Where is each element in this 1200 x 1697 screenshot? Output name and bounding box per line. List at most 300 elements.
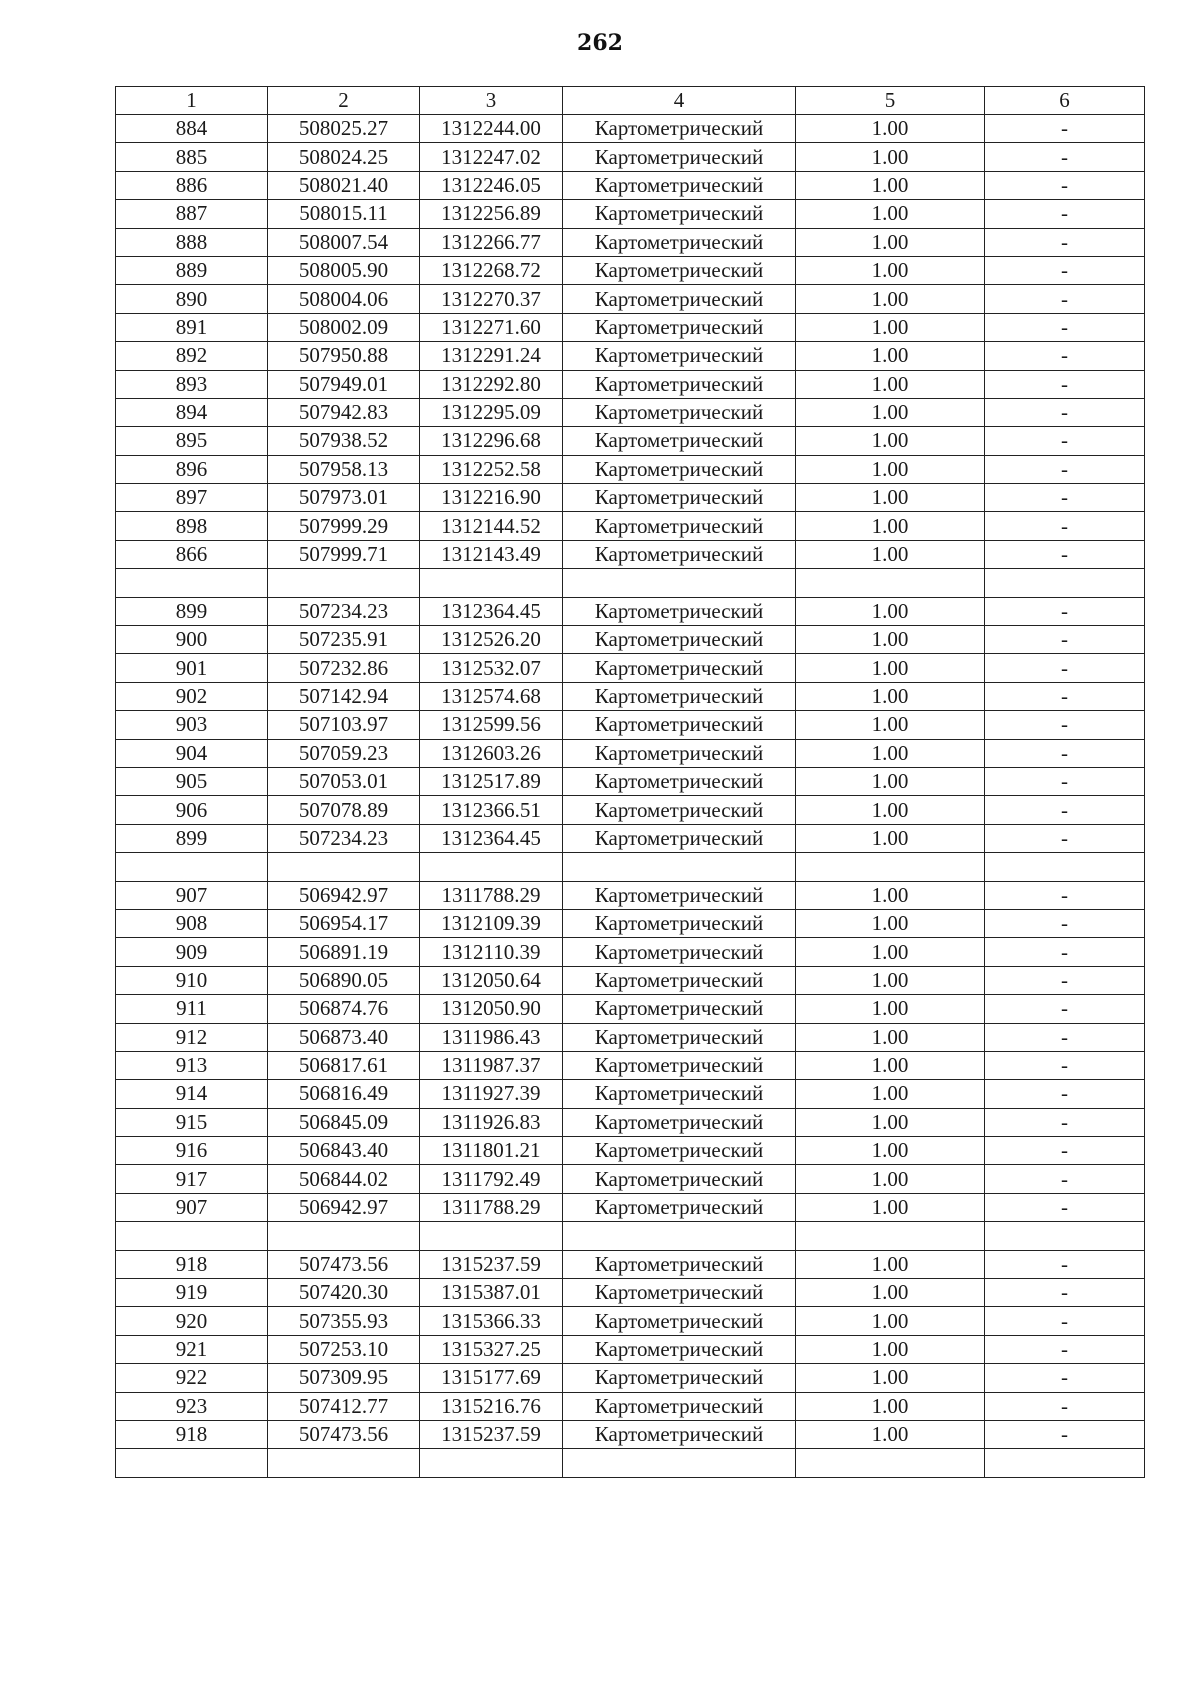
column-header: 1 (116, 87, 268, 115)
note-cell: - (985, 455, 1145, 483)
point-number-cell: 886 (116, 171, 268, 199)
y-coordinate-cell: 1311986.43 (420, 1023, 563, 1051)
note-cell: - (985, 995, 1145, 1023)
point-number-cell: 907 (116, 1193, 268, 1221)
method-cell: Картометрический (563, 1108, 796, 1136)
table-row (116, 256, 1145, 284)
x-coordinate-cell: 507103.97 (268, 711, 420, 739)
y-coordinate-cell: 1312526.20 (420, 626, 563, 654)
note-cell: - (985, 938, 1145, 966)
note-cell: - (985, 1108, 1145, 1136)
y-coordinate-cell: 1312532.07 (420, 654, 563, 682)
point-number-cell: 913 (116, 1051, 268, 1079)
accuracy-cell: 1.00 (796, 200, 985, 228)
note-cell: - (985, 228, 1145, 256)
note-cell: - (985, 512, 1145, 540)
note-cell: - (985, 200, 1145, 228)
y-coordinate-cell: 1312050.90 (420, 995, 563, 1023)
accuracy-cell: 1.00 (796, 540, 985, 568)
method-cell: Картометрический (563, 938, 796, 966)
point-number-cell: 910 (116, 966, 268, 994)
note-cell: - (985, 143, 1145, 171)
x-coordinate-cell: 506942.97 (268, 1193, 420, 1221)
note-cell: - (985, 767, 1145, 795)
x-coordinate-cell: 508005.90 (268, 256, 420, 284)
note-cell: - (985, 1392, 1145, 1420)
y-coordinate-cell: 1315216.76 (420, 1392, 563, 1420)
y-coordinate-cell: 1312050.64 (420, 966, 563, 994)
accuracy-cell: 1.00 (796, 654, 985, 682)
note-cell: - (985, 711, 1145, 739)
note-cell: - (985, 285, 1145, 313)
note-cell: - (985, 427, 1145, 455)
x-coordinate-cell: 507473.56 (268, 1250, 420, 1278)
column-header: 2 (268, 87, 420, 115)
accuracy-cell: 1.00 (796, 171, 985, 199)
accuracy-cell: 1.00 (796, 597, 985, 625)
table-row (116, 1222, 1145, 1250)
point-number-cell: 918 (116, 1250, 268, 1278)
note-cell (985, 1222, 1145, 1250)
point-number-cell: 901 (116, 654, 268, 682)
x-coordinate-cell: 506942.97 (268, 881, 420, 909)
y-coordinate-cell: 1312268.72 (420, 256, 563, 284)
method-cell: Картометрический (563, 1392, 796, 1420)
x-coordinate-cell: 506845.09 (268, 1108, 420, 1136)
note-cell: - (985, 1051, 1145, 1079)
x-coordinate-cell: 508004.06 (268, 285, 420, 313)
table-row (116, 115, 1145, 143)
note-cell: - (985, 1137, 1145, 1165)
method-cell: Картометрический (563, 739, 796, 767)
y-coordinate-cell: 1312603.26 (420, 739, 563, 767)
accuracy-cell: 1.00 (796, 370, 985, 398)
method-cell: Картометрический (563, 398, 796, 426)
page-number: 262 (577, 30, 623, 56)
x-coordinate-cell: 507234.23 (268, 824, 420, 852)
table-row (116, 1193, 1145, 1221)
accuracy-cell: 1.00 (796, 1279, 985, 1307)
point-number-cell (116, 853, 268, 881)
table-row (116, 200, 1145, 228)
y-coordinate-cell: 1312296.68 (420, 427, 563, 455)
method-cell: Картометрический (563, 654, 796, 682)
method-cell: Картометрический (563, 228, 796, 256)
method-cell (563, 569, 796, 597)
column-header: 6 (985, 87, 1145, 115)
accuracy-cell: 1.00 (796, 1420, 985, 1448)
note-cell: - (985, 1023, 1145, 1051)
accuracy-cell: 1.00 (796, 1137, 985, 1165)
note-cell: - (985, 1307, 1145, 1335)
y-coordinate-cell: 1312109.39 (420, 909, 563, 937)
point-number-cell: 893 (116, 370, 268, 398)
y-coordinate-cell: 1312574.68 (420, 682, 563, 710)
method-cell: Картометрический (563, 1137, 796, 1165)
point-number-cell: 900 (116, 626, 268, 654)
point-number-cell: 866 (116, 540, 268, 568)
table-row (116, 1420, 1145, 1448)
note-cell: - (985, 1250, 1145, 1278)
table-row (116, 1449, 1145, 1477)
method-cell: Картометрический (563, 455, 796, 483)
table-row (116, 1023, 1145, 1051)
y-coordinate-cell: 1312270.37 (420, 285, 563, 313)
point-number-cell: 904 (116, 739, 268, 767)
y-coordinate-cell: 1312271.60 (420, 313, 563, 341)
point-number-cell: 912 (116, 1023, 268, 1051)
accuracy-cell (796, 1222, 985, 1250)
x-coordinate-cell: 507053.01 (268, 767, 420, 795)
method-cell: Картометрический (563, 200, 796, 228)
table-row (116, 1364, 1145, 1392)
method-cell: Картометрический (563, 427, 796, 455)
y-coordinate-cell: 1312216.90 (420, 484, 563, 512)
x-coordinate-cell: 506954.17 (268, 909, 420, 937)
method-cell: Картометрический (563, 1364, 796, 1392)
y-coordinate-cell: 1312247.02 (420, 143, 563, 171)
y-coordinate-cell: 1311792.49 (420, 1165, 563, 1193)
table-row (116, 626, 1145, 654)
method-cell: Картометрический (563, 540, 796, 568)
method-cell: Картометрический (563, 1051, 796, 1079)
x-coordinate-cell (268, 1449, 420, 1477)
column-header: 3 (420, 87, 563, 115)
x-coordinate-cell: 506817.61 (268, 1051, 420, 1079)
table-row (116, 285, 1145, 313)
method-cell: Картометрический (563, 824, 796, 852)
note-cell: - (985, 1193, 1145, 1221)
note-cell (985, 853, 1145, 881)
method-cell: Картометрический (563, 711, 796, 739)
x-coordinate-cell: 507999.29 (268, 512, 420, 540)
point-number-cell: 888 (116, 228, 268, 256)
accuracy-cell: 1.00 (796, 1080, 985, 1108)
note-cell: - (985, 909, 1145, 937)
point-number-cell: 902 (116, 682, 268, 710)
point-number-cell: 891 (116, 313, 268, 341)
accuracy-cell: 1.00 (796, 909, 985, 937)
accuracy-cell: 1.00 (796, 711, 985, 739)
note-cell: - (985, 1080, 1145, 1108)
table-row (116, 824, 1145, 852)
note-cell: - (985, 597, 1145, 625)
note-cell: - (985, 313, 1145, 341)
y-coordinate-cell: 1315366.33 (420, 1307, 563, 1335)
note-cell: - (985, 398, 1145, 426)
note-cell: - (985, 626, 1145, 654)
method-cell: Картометрический (563, 285, 796, 313)
method-cell: Картометрический (563, 767, 796, 795)
point-number-cell (116, 1222, 268, 1250)
note-cell: - (985, 370, 1145, 398)
table-row (116, 1307, 1145, 1335)
note-cell: - (985, 682, 1145, 710)
y-coordinate-cell: 1312144.52 (420, 512, 563, 540)
accuracy-cell: 1.00 (796, 881, 985, 909)
y-coordinate-cell (420, 569, 563, 597)
accuracy-cell: 1.00 (796, 455, 985, 483)
note-cell: - (985, 739, 1145, 767)
x-coordinate-cell: 506816.49 (268, 1080, 420, 1108)
accuracy-cell: 1.00 (796, 796, 985, 824)
accuracy-cell: 1.00 (796, 256, 985, 284)
accuracy-cell: 1.00 (796, 626, 985, 654)
method-cell: Картометрический (563, 171, 796, 199)
note-cell: - (985, 256, 1145, 284)
y-coordinate-cell: 1312364.45 (420, 597, 563, 625)
method-cell: Картометрический (563, 909, 796, 937)
table-row (116, 1108, 1145, 1136)
method-cell: Картометрический (563, 796, 796, 824)
method-cell: Картометрический (563, 597, 796, 625)
table-row (116, 881, 1145, 909)
coordinates-table (115, 86, 1145, 1478)
y-coordinate-cell: 1312291.24 (420, 342, 563, 370)
method-cell: Картометрический (563, 1250, 796, 1278)
y-coordinate-cell: 1311788.29 (420, 1193, 563, 1221)
y-coordinate-cell: 1312517.89 (420, 767, 563, 795)
method-cell: Картометрический (563, 1193, 796, 1221)
point-number-cell: 892 (116, 342, 268, 370)
y-coordinate-cell: 1312266.77 (420, 228, 563, 256)
y-coordinate-cell: 1311927.39 (420, 1080, 563, 1108)
accuracy-cell: 1.00 (796, 1165, 985, 1193)
method-cell: Картометрический (563, 115, 796, 143)
accuracy-cell: 1.00 (796, 228, 985, 256)
table-row (116, 1080, 1145, 1108)
table-row (116, 1137, 1145, 1165)
method-cell: Картометрический (563, 1307, 796, 1335)
y-coordinate-cell (420, 1449, 563, 1477)
y-coordinate-cell: 1312292.80 (420, 370, 563, 398)
table-row (116, 853, 1145, 881)
point-number-cell: 920 (116, 1307, 268, 1335)
accuracy-cell: 1.00 (796, 143, 985, 171)
table-row (116, 767, 1145, 795)
table-row (116, 540, 1145, 568)
table-row (116, 909, 1145, 937)
accuracy-cell: 1.00 (796, 484, 985, 512)
note-cell: - (985, 1279, 1145, 1307)
table-row (116, 796, 1145, 824)
x-coordinate-cell (268, 569, 420, 597)
x-coordinate-cell: 506891.19 (268, 938, 420, 966)
note-cell: - (985, 1335, 1145, 1363)
point-number-cell: 890 (116, 285, 268, 313)
table-row (116, 313, 1145, 341)
x-coordinate-cell: 506874.76 (268, 995, 420, 1023)
x-coordinate-cell: 507253.10 (268, 1335, 420, 1363)
point-number-cell: 889 (116, 256, 268, 284)
x-coordinate-cell: 507078.89 (268, 796, 420, 824)
method-cell (563, 853, 796, 881)
y-coordinate-cell: 1315237.59 (420, 1420, 563, 1448)
x-coordinate-cell: 507949.01 (268, 370, 420, 398)
point-number-cell: 918 (116, 1420, 268, 1448)
x-coordinate-cell: 507232.86 (268, 654, 420, 682)
x-coordinate-cell: 508015.11 (268, 200, 420, 228)
note-cell: - (985, 824, 1145, 852)
method-cell: Картометрический (563, 1335, 796, 1363)
method-cell (563, 1222, 796, 1250)
accuracy-cell: 1.00 (796, 1193, 985, 1221)
x-coordinate-cell: 506844.02 (268, 1165, 420, 1193)
table-row (116, 228, 1145, 256)
y-coordinate-cell: 1311801.21 (420, 1137, 563, 1165)
point-number-cell: 917 (116, 1165, 268, 1193)
note-cell: - (985, 966, 1145, 994)
accuracy-cell: 1.00 (796, 767, 985, 795)
accuracy-cell (796, 569, 985, 597)
y-coordinate-cell: 1315177.69 (420, 1364, 563, 1392)
accuracy-cell: 1.00 (796, 115, 985, 143)
x-coordinate-cell: 507355.93 (268, 1307, 420, 1335)
table-row (116, 654, 1145, 682)
x-coordinate-cell: 507412.77 (268, 1392, 420, 1420)
x-coordinate-cell: 507234.23 (268, 597, 420, 625)
y-coordinate-cell: 1312246.05 (420, 171, 563, 199)
method-cell: Картометрический (563, 1080, 796, 1108)
table-row (116, 171, 1145, 199)
point-number-cell: 887 (116, 200, 268, 228)
table-row (116, 569, 1145, 597)
y-coordinate-cell: 1312256.89 (420, 200, 563, 228)
table-row (116, 1335, 1145, 1363)
y-coordinate-cell: 1311926.83 (420, 1108, 563, 1136)
note-cell: - (985, 1165, 1145, 1193)
note-cell: - (985, 115, 1145, 143)
note-cell (985, 1449, 1145, 1477)
table-row (116, 1392, 1145, 1420)
point-number-cell: 915 (116, 1108, 268, 1136)
point-number-cell: 921 (116, 1335, 268, 1363)
note-cell: - (985, 540, 1145, 568)
accuracy-cell: 1.00 (796, 427, 985, 455)
method-cell: Картометрический (563, 1420, 796, 1448)
x-coordinate-cell: 507059.23 (268, 739, 420, 767)
point-number-cell: 897 (116, 484, 268, 512)
method-cell: Картометрический (563, 626, 796, 654)
x-coordinate-cell (268, 853, 420, 881)
point-number-cell: 898 (116, 512, 268, 540)
x-coordinate-cell: 507473.56 (268, 1420, 420, 1448)
point-number-cell: 911 (116, 995, 268, 1023)
x-coordinate-cell: 507235.91 (268, 626, 420, 654)
table-row (116, 1165, 1145, 1193)
y-coordinate-cell: 1312110.39 (420, 938, 563, 966)
table-body (116, 115, 1145, 1478)
table-row (116, 1279, 1145, 1307)
table-row (116, 370, 1145, 398)
table-row (116, 938, 1145, 966)
note-cell: - (985, 171, 1145, 199)
point-number-cell: 899 (116, 597, 268, 625)
column-header: 4 (563, 87, 796, 115)
x-coordinate-cell: 506890.05 (268, 966, 420, 994)
note-cell: - (985, 1364, 1145, 1392)
table-row (116, 455, 1145, 483)
table-row (116, 711, 1145, 739)
table-row (116, 995, 1145, 1023)
y-coordinate-cell: 1315237.59 (420, 1250, 563, 1278)
note-cell: - (985, 484, 1145, 512)
x-coordinate-cell: 507973.01 (268, 484, 420, 512)
note-cell: - (985, 654, 1145, 682)
method-cell: Картометрический (563, 342, 796, 370)
y-coordinate-cell: 1312295.09 (420, 398, 563, 426)
x-coordinate-cell: 507938.52 (268, 427, 420, 455)
table-row (116, 427, 1145, 455)
note-cell: - (985, 1420, 1145, 1448)
method-cell: Картометрический (563, 370, 796, 398)
accuracy-cell (796, 853, 985, 881)
accuracy-cell: 1.00 (796, 1250, 985, 1278)
x-coordinate-cell: 508025.27 (268, 115, 420, 143)
x-coordinate-cell: 507999.71 (268, 540, 420, 568)
y-coordinate-cell (420, 1222, 563, 1250)
method-cell: Картометрический (563, 881, 796, 909)
accuracy-cell: 1.00 (796, 938, 985, 966)
point-number-cell: 919 (116, 1279, 268, 1307)
x-coordinate-cell: 507958.13 (268, 455, 420, 483)
method-cell: Картометрический (563, 313, 796, 341)
method-cell: Картометрический (563, 682, 796, 710)
accuracy-cell: 1.00 (796, 1364, 985, 1392)
point-number-cell: 906 (116, 796, 268, 824)
accuracy-cell: 1.00 (796, 1335, 985, 1363)
point-number-cell: 885 (116, 143, 268, 171)
x-coordinate-cell: 508007.54 (268, 228, 420, 256)
point-number-cell: 905 (116, 767, 268, 795)
method-cell (563, 1449, 796, 1477)
table-row (116, 398, 1145, 426)
header-row (116, 87, 1145, 115)
accuracy-cell: 1.00 (796, 1307, 985, 1335)
accuracy-cell: 1.00 (796, 1023, 985, 1051)
accuracy-cell: 1.00 (796, 1392, 985, 1420)
table-row (116, 143, 1145, 171)
y-coordinate-cell (420, 853, 563, 881)
point-number-cell: 903 (116, 711, 268, 739)
point-number-cell: 895 (116, 427, 268, 455)
y-coordinate-cell: 1312244.00 (420, 115, 563, 143)
method-cell: Картометрический (563, 1165, 796, 1193)
point-number-cell: 914 (116, 1080, 268, 1108)
y-coordinate-cell: 1312252.58 (420, 455, 563, 483)
point-number-cell: 896 (116, 455, 268, 483)
method-cell: Картометрический (563, 995, 796, 1023)
point-number-cell: 899 (116, 824, 268, 852)
table-row (116, 966, 1145, 994)
accuracy-cell: 1.00 (796, 313, 985, 341)
accuracy-cell: 1.00 (796, 995, 985, 1023)
table-row (116, 342, 1145, 370)
accuracy-cell (796, 1449, 985, 1477)
method-cell: Картометрический (563, 1023, 796, 1051)
point-number-cell (116, 569, 268, 597)
point-number-cell: 916 (116, 1137, 268, 1165)
table-row (116, 1051, 1145, 1079)
point-number-cell: 884 (116, 115, 268, 143)
point-number-cell: 894 (116, 398, 268, 426)
method-cell: Картометрический (563, 484, 796, 512)
y-coordinate-cell: 1315327.25 (420, 1335, 563, 1363)
accuracy-cell: 1.00 (796, 398, 985, 426)
note-cell: - (985, 881, 1145, 909)
method-cell: Картометрический (563, 512, 796, 540)
x-coordinate-cell: 507420.30 (268, 1279, 420, 1307)
